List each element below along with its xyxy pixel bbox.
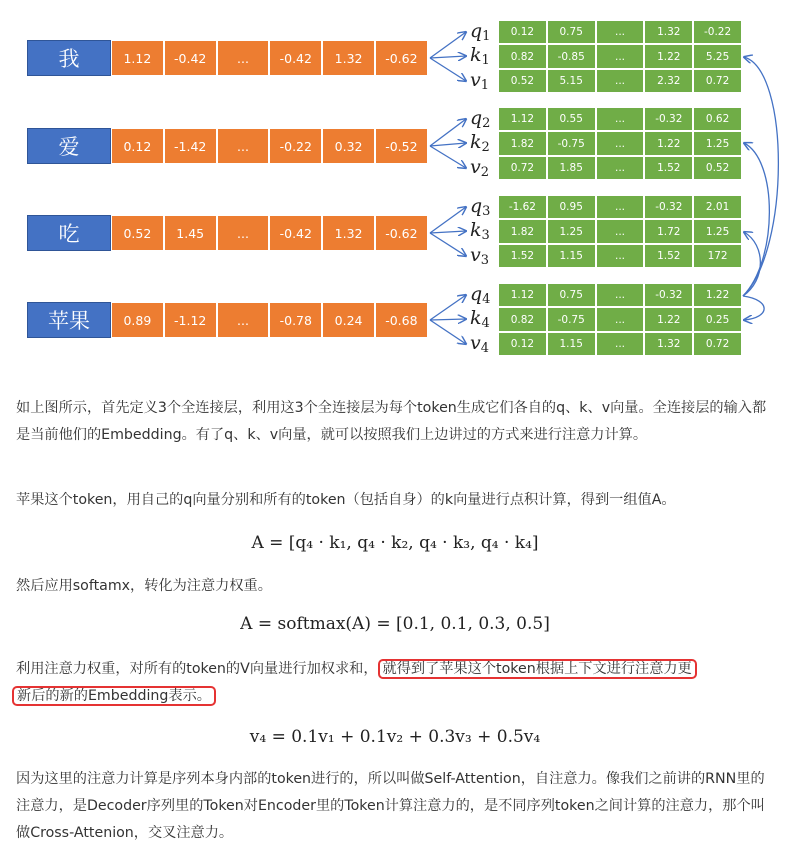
embedding-row xyxy=(111,215,428,251)
embedding-cell: 0.24 xyxy=(322,302,375,338)
vector-cell: ... xyxy=(596,283,645,307)
embedding-cell: -0.42 xyxy=(269,215,322,251)
paragraph-self-attention: 因为这里的注意力计算是序列本身内部的token进行的，所以叫做Self-Attention，自注意力。像我们之前讲的RNN里的注意力，是Decoder序列里的Token对Encoder里的Token计算注意力的，是不同序列token之间计算的注意力，那个叫做Cross-Attenion，交叉注意力。 xyxy=(16,771,765,841)
q-letter: q xyxy=(470,283,483,305)
q-vector-row xyxy=(498,283,742,307)
q-letter: q xyxy=(470,20,483,42)
token-box: 苹果 xyxy=(27,302,111,338)
vector-cell: 0.52 xyxy=(693,156,742,180)
arrow-to-k xyxy=(430,231,466,233)
k-index: 4 xyxy=(481,316,490,332)
v-index: 2 xyxy=(480,164,490,180)
q-label xyxy=(470,285,490,306)
vector-cell: 1.32 xyxy=(644,332,693,356)
paragraph-softmax: 然后应用softamx，转化为注意力权重。 xyxy=(16,578,272,594)
arrow-to-q xyxy=(430,119,466,146)
arrow-to-q xyxy=(430,295,466,320)
embedding-cell: 1.32 xyxy=(322,40,375,76)
arrow-to-k xyxy=(430,143,466,146)
vector-cell: 0.82 xyxy=(498,307,547,331)
paragraph-intro: 如上图所示，首先定义3个全连接层，利用这3个全连接层为每个token生成它们各自的q、k、v向量。全连接层的输入都是当前他们的Embedding。有了q、k、v向量，就可以按照我们上边讲过的方式来进行注意力计算。 xyxy=(16,400,767,443)
arrow-to-v xyxy=(430,58,466,81)
qkv-matrix xyxy=(498,195,742,268)
formula-softmax: A = softmax(A) = [0.1, 0.1, 0.3, 0.5] xyxy=(240,614,550,634)
embedding-row xyxy=(111,40,428,76)
token-box: 爱 xyxy=(27,128,111,164)
arrow-to-v xyxy=(430,233,466,256)
vector-cell: 2.01 xyxy=(693,195,742,219)
vector-cell: ... xyxy=(596,307,645,331)
embedding-row xyxy=(111,128,428,164)
vector-cell: 0.25 xyxy=(693,307,742,331)
k-label xyxy=(470,133,490,154)
v-vector-row xyxy=(498,332,742,356)
qkv-matrix xyxy=(498,283,742,356)
vector-cell: ... xyxy=(596,69,645,93)
vector-cell: ... xyxy=(596,44,645,68)
vector-cell: 5.25 xyxy=(693,44,742,68)
k-label xyxy=(470,309,490,330)
q-label xyxy=(470,197,490,218)
vector-cell: 0.75 xyxy=(547,20,596,44)
embedding-cell: 0.32 xyxy=(322,128,375,164)
embedding-cell: 0.52 xyxy=(111,215,164,251)
v-vector-row xyxy=(498,156,742,180)
vector-cell: 0.72 xyxy=(693,332,742,356)
k-letter: k xyxy=(470,307,482,330)
v-index: 3 xyxy=(480,252,490,268)
k-letter: k xyxy=(470,44,482,67)
k-index: 1 xyxy=(481,53,490,69)
vector-cell: 1.52 xyxy=(498,244,547,268)
vector-cell: 1.32 xyxy=(644,20,693,44)
token-box: 我 xyxy=(27,40,111,76)
embedding-cell: -0.78 xyxy=(269,302,322,338)
embedding-cell: -0.22 xyxy=(269,128,322,164)
vector-cell: 1.15 xyxy=(547,332,596,356)
qkv-matrix xyxy=(498,20,742,93)
vector-cell: 0.55 xyxy=(547,107,596,131)
vector-cell: 0.72 xyxy=(498,156,547,180)
arrow-to-v xyxy=(430,320,466,344)
v-label xyxy=(470,155,490,180)
vector-cell: -0.85 xyxy=(547,44,596,68)
attention-arrow-k4 xyxy=(743,296,764,320)
arrow-to-q xyxy=(430,32,466,58)
vector-cell: 0.12 xyxy=(498,332,547,356)
k-label xyxy=(470,221,490,242)
vector-cell: 5.15 xyxy=(547,69,596,93)
embedding-cell: ... xyxy=(217,302,270,338)
vector-cell: 0.12 xyxy=(498,20,547,44)
vector-cell: ... xyxy=(596,107,645,131)
k-index: 3 xyxy=(481,228,490,244)
embedding-cell: 1.45 xyxy=(164,215,217,251)
vector-cell: 0.75 xyxy=(547,283,596,307)
vector-cell: -0.75 xyxy=(547,131,596,155)
attention-diagram xyxy=(0,0,790,375)
vector-cell: 1.85 xyxy=(547,156,596,180)
vector-cell: 1.22 xyxy=(644,307,693,331)
vector-cell: 1.22 xyxy=(644,44,693,68)
attention-arrow-k2 xyxy=(743,143,769,296)
vector-cell: -0.32 xyxy=(644,195,693,219)
v-vector-row xyxy=(498,69,742,93)
token-box: 吃 xyxy=(27,215,111,251)
vector-cell: -0.22 xyxy=(693,20,742,44)
vector-cell: ... xyxy=(596,131,645,155)
vector-cell: -0.32 xyxy=(644,107,693,131)
vector-cell: 1.52 xyxy=(644,156,693,180)
highlight-box-line2: 新后的新的Embedding表示。 xyxy=(12,686,216,706)
embedding-cell: 1.32 xyxy=(322,215,375,251)
embedding-cell: -0.62 xyxy=(375,215,428,251)
arrow-to-k xyxy=(430,56,466,58)
vector-cell: ... xyxy=(596,219,645,243)
k-vector-row xyxy=(498,307,742,331)
vector-cell: 1.82 xyxy=(498,219,547,243)
k-vector-row xyxy=(498,131,742,155)
vector-cell: 172 xyxy=(693,244,742,268)
embedding-cell: ... xyxy=(217,40,270,76)
vector-cell: 1.22 xyxy=(693,283,742,307)
q-label xyxy=(470,109,490,130)
highlight-box-line1: 就得到了苹果这个token根据上下文进行注意力更 xyxy=(378,659,697,679)
vector-cell: 1.25 xyxy=(693,131,742,155)
vector-cell: -0.32 xyxy=(644,283,693,307)
vector-cell: 0.62 xyxy=(693,107,742,131)
k-vector-row xyxy=(498,219,742,243)
vector-cell: 0.82 xyxy=(498,44,547,68)
v-letter: v xyxy=(470,68,481,91)
q-index: 2 xyxy=(482,116,491,131)
vector-cell: 0.72 xyxy=(693,69,742,93)
vector-cell: ... xyxy=(596,332,645,356)
q-index: 3 xyxy=(482,204,491,219)
arrow-to-v xyxy=(430,146,466,168)
embedding-cell: -0.42 xyxy=(269,40,322,76)
vector-cell: 1.22 xyxy=(644,131,693,155)
v-label xyxy=(470,68,490,93)
q-letter: q xyxy=(470,195,483,217)
q-index: 4 xyxy=(482,292,491,307)
arrow-to-k xyxy=(430,319,466,320)
v-index: 1 xyxy=(480,77,490,93)
embedding-cell: 1.12 xyxy=(111,40,164,76)
embedding-cell: -0.62 xyxy=(375,40,428,76)
vector-cell: 0.52 xyxy=(498,69,547,93)
vector-cell: 1.72 xyxy=(644,219,693,243)
q-vector-row xyxy=(498,20,742,44)
embedding-cell: 0.12 xyxy=(111,128,164,164)
embedding-row xyxy=(111,302,428,338)
v-label xyxy=(470,243,490,268)
vector-cell: -0.75 xyxy=(547,307,596,331)
arrow-to-q xyxy=(430,207,466,233)
q-index: 1 xyxy=(482,29,491,44)
embedding-cell: 0.89 xyxy=(111,302,164,338)
k-letter: k xyxy=(470,131,482,154)
v-letter: v xyxy=(470,155,481,178)
k-label xyxy=(470,46,490,67)
v-vector-row xyxy=(498,244,742,268)
q-vector-row xyxy=(498,107,742,131)
v-label xyxy=(470,331,490,356)
vector-cell: ... xyxy=(596,195,645,219)
vector-cell: 1.12 xyxy=(498,107,547,131)
v-index: 4 xyxy=(480,340,490,356)
vector-cell: 0.95 xyxy=(547,195,596,219)
embedding-cell: -0.42 xyxy=(164,40,217,76)
vector-cell: ... xyxy=(596,20,645,44)
embedding-cell: -1.42 xyxy=(164,128,217,164)
q-vector-row xyxy=(498,195,742,219)
vector-cell: 1.12 xyxy=(498,283,547,307)
vector-cell: ... xyxy=(596,156,645,180)
k-letter: k xyxy=(470,219,482,242)
formula-weighted-sum: v₄ = 0.1v₁ + 0.1v₂ + 0.3v₃ + 0.5v₄ xyxy=(249,727,541,747)
qkv-matrix xyxy=(498,107,742,180)
vector-cell: 1.25 xyxy=(547,219,596,243)
embedding-cell: -0.52 xyxy=(375,128,428,164)
weighted-sum-text: 利用注意力权重，对所有的token的V向量进行加权求和， xyxy=(16,661,378,677)
formula-dot-products: A = [q₄ · k₁, q₄ · k₂, q₄ · k₃, q₄ · k₄] xyxy=(251,533,539,553)
vector-cell: ... xyxy=(596,244,645,268)
vector-cell: 1.15 xyxy=(547,244,596,268)
embedding-cell: -1.12 xyxy=(164,302,217,338)
k-vector-row xyxy=(498,44,742,68)
v-letter: v xyxy=(470,331,481,354)
vector-cell: -1.62 xyxy=(498,195,547,219)
vector-cell: 2.32 xyxy=(644,69,693,93)
paragraph-dot-product: 苹果这个token，用自己的q向量分别和所有的token（包括自身）的k向量进行点积计算，得到一组值A。 xyxy=(16,492,676,508)
vector-cell: 1.82 xyxy=(498,131,547,155)
embedding-cell: ... xyxy=(217,215,270,251)
q-letter: q xyxy=(470,107,483,129)
vector-cell: 1.52 xyxy=(644,244,693,268)
q-label xyxy=(470,22,490,43)
embedding-cell: -0.68 xyxy=(375,302,428,338)
vector-cell: 1.25 xyxy=(693,219,742,243)
paragraph-weighted-sum xyxy=(16,656,776,710)
v-letter: v xyxy=(470,243,481,266)
embedding-cell: ... xyxy=(217,128,270,164)
k-index: 2 xyxy=(481,140,490,156)
